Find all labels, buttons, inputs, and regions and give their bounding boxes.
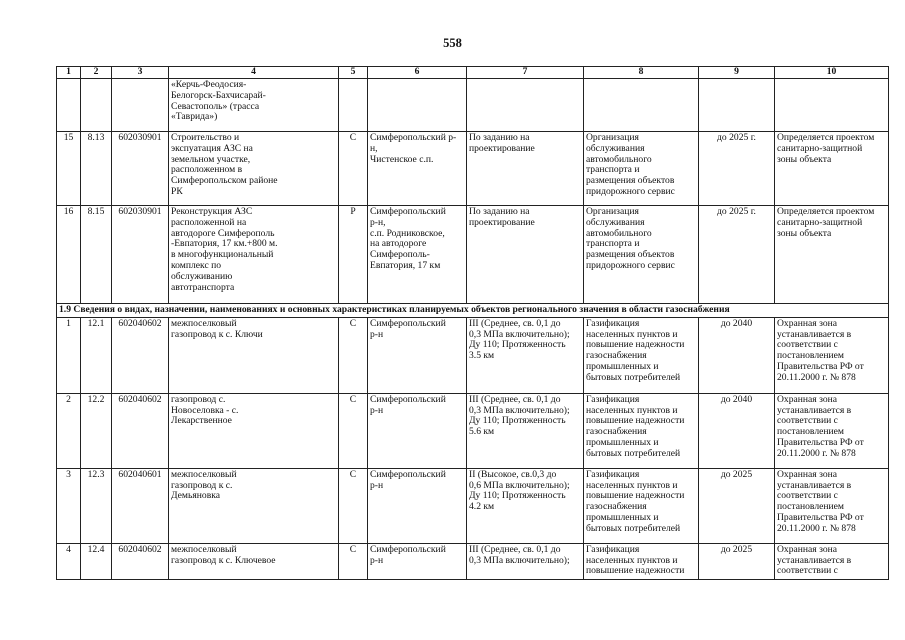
table-cell: [81, 79, 112, 132]
term-cell: до 2025 г.: [699, 206, 775, 304]
row-number-cell: 1: [57, 317, 81, 393]
status-cell: С: [339, 393, 368, 468]
term-cell: до 2040: [699, 317, 775, 393]
continuation-row: [57, 79, 889, 132]
characteristics-cell: II (Высокое, св.0,3 до 0,6 МПа включительно); Ду 110; Протяженность 4.2 км: [467, 468, 584, 543]
characteristics-cell: III (Среднее, св. 0,1 до 0,3 МПа включительно); Ду 110; Протяженность 5.6 км: [467, 393, 584, 468]
status-cell: Р: [339, 206, 368, 304]
register-table: [56, 66, 889, 580]
table-cell: [112, 79, 169, 132]
table-row: [57, 543, 889, 579]
column-number: 5: [339, 67, 368, 79]
purpose-cell: Организация обслуживания автомобильного транспорта и размещения объектов придорожного сервис: [584, 132, 699, 206]
object-id-cell: 602040602: [112, 543, 169, 579]
row-code-cell: 12.2: [81, 393, 112, 468]
table-row: [57, 206, 889, 304]
zone-cell: Охранная зона устанавливается в соответствии с: [775, 543, 889, 579]
object-id-cell: 602040602: [112, 317, 169, 393]
column-number: 1: [57, 67, 81, 79]
section-title: 1.9 Сведения о видах, назначении, наименованиях и основных характеристиках планируемых объектов регионального значения в области газоснабжения: [57, 304, 889, 318]
row-number-cell: 15: [57, 132, 81, 206]
row-number-cell: 16: [57, 206, 81, 304]
purpose-cell: Газификация населенных пунктов и повышение надежности газоснабжения промышленных и бытовых потребителей: [584, 468, 699, 543]
object-name-cell: Реконструкция АЗС расположенной на автодороге Симферополь -Евпатория, 17 км.+800 м. в многофункциональный комплекс по обслуживанию автотранспорта: [169, 206, 339, 304]
zone-cell: Определяется проектом санитарно-защитной зоны объекта: [775, 206, 889, 304]
column-number: 6: [368, 67, 467, 79]
table-cell: [57, 79, 81, 132]
column-number: 10: [775, 67, 889, 79]
row-code-cell: 8.13: [81, 132, 112, 206]
zone-cell: Определяется проектом санитарно-защитной зоны объекта: [775, 132, 889, 206]
table-row: [57, 393, 889, 468]
purpose-cell: Организация обслуживания автомобильного транспорта и размещения объектов придорожного сервис: [584, 206, 699, 304]
characteristics-cell: III (Среднее, св. 0,1 до 0,3 МПа включительно); Ду 110; Протяженность 3.5 км: [467, 317, 584, 393]
status-cell: С: [339, 543, 368, 579]
column-number: 7: [467, 67, 584, 79]
table-cell: [368, 79, 467, 132]
table-cell: [584, 79, 699, 132]
location-cell: Симферопольский р-н, с.п. Родниковское, на автодороге Симферополь- Евпатория, 17 км: [368, 206, 467, 304]
object-id-cell: 602030901: [112, 132, 169, 206]
location-cell: Симферопольский р-н: [368, 393, 467, 468]
table-row: [57, 468, 889, 543]
object-id-cell: 602040602: [112, 393, 169, 468]
table-cell: [339, 79, 368, 132]
column-number: 9: [699, 67, 775, 79]
table-row: [57, 317, 889, 393]
zone-cell: Охранная зона устанавливается в соответствии с постановлением Правительства РФ от 20.11.2000 г. № 878: [775, 468, 889, 543]
zone-cell: Охранная зона устанавливается в соответствии с постановлением Правительства РФ от 20.11.2000 г. № 878: [775, 393, 889, 468]
location-cell: Симферопольский р-н: [368, 468, 467, 543]
column-number: 3: [112, 67, 169, 79]
row-code-cell: 12.3: [81, 468, 112, 543]
purpose-cell: Газификация населенных пунктов и повышение надежности газоснабжения промышленных и бытовых потребителей: [584, 317, 699, 393]
status-cell: С: [339, 468, 368, 543]
object-name-cell: Строительство и экспуатация АЗС на земельном участке, расположенном в Симферопольском районе РК: [169, 132, 339, 206]
table-row: [57, 132, 889, 206]
term-cell: до 2040: [699, 393, 775, 468]
status-cell: С: [339, 317, 368, 393]
object-name-cell: газопровод с. Новоселовка - с. Лекарственное: [169, 393, 339, 468]
term-cell: до 2025: [699, 468, 775, 543]
object-name-cell: межпоселковый газопровод к с. Ключи: [169, 317, 339, 393]
object-name-cell: межпоселковый газопровод к с. Ключевое: [169, 543, 339, 579]
column-number: 2: [81, 67, 112, 79]
column-number-row: [57, 67, 889, 79]
purpose-cell: Газификация населенных пунктов и повышение надежности: [584, 543, 699, 579]
table-cell: [467, 79, 584, 132]
row-code-cell: 8.15: [81, 206, 112, 304]
object-id-cell: 602040601: [112, 468, 169, 543]
zone-cell: Охранная зона устанавливается в соответствии с постановлением Правительства РФ от 20.11.2000 г. № 878: [775, 317, 889, 393]
row-number-cell: 4: [57, 543, 81, 579]
location-cell: Симферопольский р-н: [368, 317, 467, 393]
characteristics-cell: По заданию на проектирование: [467, 206, 584, 304]
section-heading-row: [57, 304, 889, 318]
row-code-cell: 12.1: [81, 317, 112, 393]
characteristics-cell: По заданию на проектирование: [467, 132, 584, 206]
object-name-cell: «Керчь-Феодосия- Белогорск-Бахчисарай- Севастополь» (трасса «Таврида»): [169, 79, 339, 132]
object-id-cell: 602030901: [112, 206, 169, 304]
location-cell: Симферопольский р- н, Чистенское с.п.: [368, 132, 467, 206]
characteristics-cell: III (Среднее, св. 0,1 до 0,3 МПа включительно);: [467, 543, 584, 579]
purpose-cell: Газификация населенных пунктов и повышение надежности газоснабжения промышленных и бытовых потребителей: [584, 393, 699, 468]
row-number-cell: 3: [57, 468, 81, 543]
location-cell: Симферопольский р-н: [368, 543, 467, 579]
column-number: 4: [169, 67, 339, 79]
term-cell: до 2025 г.: [699, 132, 775, 206]
table-cell: [699, 79, 775, 132]
status-cell: С: [339, 132, 368, 206]
page-number: 558: [443, 36, 462, 50]
row-number-cell: 2: [57, 393, 81, 468]
term-cell: до 2025: [699, 543, 775, 579]
row-code-cell: 12.4: [81, 543, 112, 579]
object-name-cell: межпоселковый газопровод к с. Демьяновка: [169, 468, 339, 543]
column-number: 8: [584, 67, 699, 79]
table-cell: [775, 79, 889, 132]
